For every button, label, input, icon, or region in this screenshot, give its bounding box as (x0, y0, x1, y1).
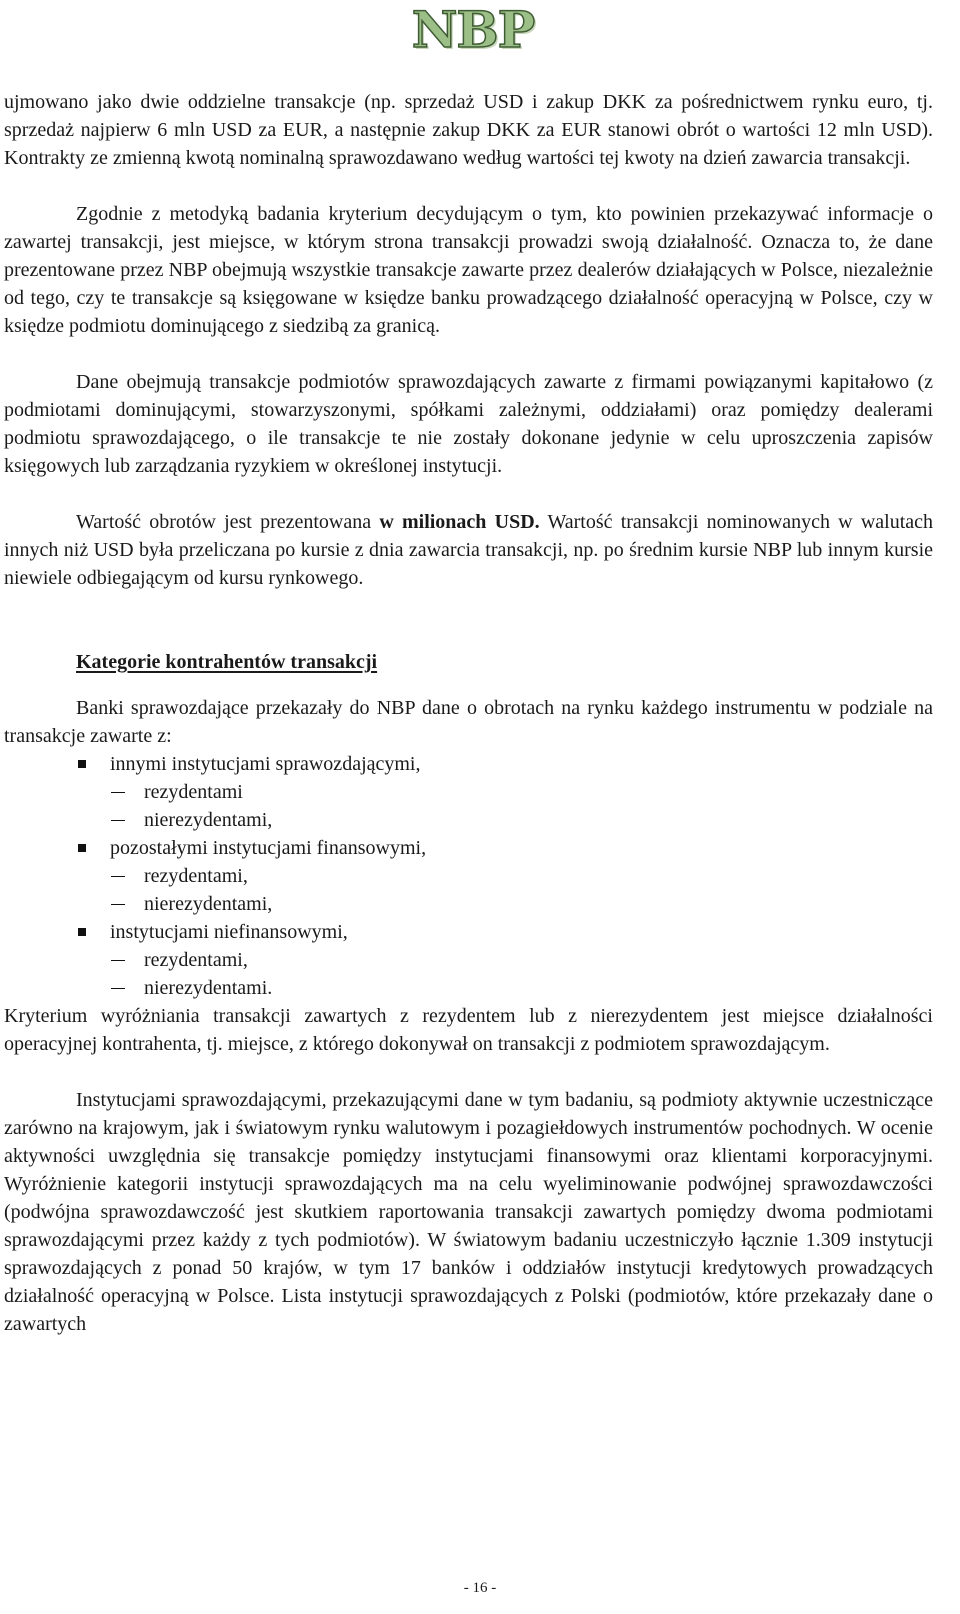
sub-list (110, 778, 933, 834)
paragraph-value (4, 508, 933, 592)
list-item-label: instytucjami niefinansowymi, (110, 921, 348, 943)
sub-list (110, 862, 933, 918)
dash-bullet-icon (111, 876, 125, 877)
paragraph-categories-intro: Banki sprawozdające przekazały do NBP dane o obrotach na rynku każdego instrumentu w podziale na transakcje zawarte z: (4, 697, 933, 747)
paragraph-continuation: ujmowano jako dwie oddzielne transakcje (np. sprzedaż USD i zakup DKK za pośrednictwem rynku euro, tj. sprzedaż najpierw 6 mln USD za EUR, a następnie zakup DKK za EUR stanowi obrót o wartości 12 mln USD). Kontrakty ze zmienną kwotą nominalną sprawozdawano według wartości tej kwoty na dzień zawarcia transakcji. (4, 91, 933, 169)
value-text-bold: w milionach USD. (379, 511, 540, 533)
sub-list-item (4, 806, 933, 834)
sub-list-label: rezydentami, (144, 949, 248, 971)
sub-list (110, 946, 933, 1002)
paragraph-methodology: Zgodnie z metodyką badania kryterium decydującym o tym, kto powinien przekazywać informacje o zawartej transakcji, jest miejsce, w którym strona transakcji prowadzi swoją działalność. Oznacza to, że dane prezentowane przez NBP obejmują wszystkie transakcje zawarte przez dealerów działających w Polsce, niezależnie od tego, czy te transakcje są księgowane w księdze banku prowadzącego działalność operacyjną w Polsce, czy w księdze podmiotu dominującego z siedzibą za granicą. (4, 203, 933, 337)
paragraph-residency-criterion: Kryterium wyróżniania transakcji zawartych z rezydentem lub z nierezydentem jest miejsce działalności operacyjnej kontrahenta, tj. miejsce, z którego dokonywał on transakcji z podmiotem sprawozdającym. (4, 1005, 933, 1055)
document-body (4, 88, 933, 1338)
list-item (4, 750, 933, 834)
sub-list-item (4, 946, 933, 974)
sub-list-label: nierezydentami, (144, 809, 273, 831)
sub-list-item (4, 974, 933, 1002)
counterparty-list (4, 750, 933, 1002)
square-bullet-icon (78, 844, 86, 852)
sub-list-label: nierezydentami. (144, 977, 273, 999)
dash-bullet-icon (111, 820, 125, 821)
dash-bullet-icon (111, 792, 125, 793)
list-item (4, 918, 933, 1002)
dash-bullet-icon (111, 904, 125, 905)
page-number: - 16 - (463, 1580, 497, 1596)
section-heading: Kategorie kontrahentów transakcji (76, 651, 378, 673)
sub-list-item (4, 862, 933, 890)
sub-list-label: rezydentami (144, 781, 243, 803)
sub-list-label: nierezydentami, (144, 893, 273, 915)
square-bullet-icon (78, 760, 86, 768)
dash-bullet-icon (111, 960, 125, 961)
list-item-label: pozostałymi instytucjami finansowymi, (110, 837, 427, 859)
value-text-start: Wartość obrotów jest prezentowana (76, 511, 380, 533)
sub-list-label: rezydentami, (144, 865, 248, 887)
paragraph-data-scope: Dane obejmują transakcje podmiotów sprawozdających zawarte z firmami powiązanymi kapitałowo (z podmiotami dominującymi, stowarzyszonymi, spółkami zależnymi, oddziałami) oraz pomiędzy dealerami podmiotu sprawozdającego, o ile transakcje te nie zostały dokonane jedynie w celu uproszczenia zapisów księgowych lub zarządzania ryzykiem w określonej instytucji. (4, 371, 933, 477)
square-bullet-icon (78, 928, 86, 936)
list-item-label: innymi instytucjami sprawozdającymi, (110, 753, 421, 775)
sub-list-item (4, 890, 933, 918)
paragraph-reporting-institutions: Instytucjami sprawozdającymi, przekazującymi dane w tym badaniu, są podmioty aktywnie uczestniczące zarówno na krajowym, jak i światowym rynku walutowym i pozagiełdowych instrumentów pochodnych. W ocenie aktywności uwzględnia się transakcje pomiędzy instytucjami finansowymi oraz klientami korporacyjnymi. Wyróżnienie kategorii instytucji sprawozdających ma na celu wyeliminowanie podwójnej sprawozdawczości (podwójna sprawozdawczość jest skutkiem raportowania transakcji zawartych pomiędzy dwoma podmiotami sprawozdającymi przez każdy z tych podmiotów). W światowym badaniu uczestniczyło łącznie 1.309 instytucji sprawozdających z ponad 50 krajów, w tym 17 banków i oddziałów instytucji kredytowych prowadzących działalność operacyjną w Polsce. Lista instytucji sprawozdających z Polski (podmiotów, które przekazały dane o zawartych (4, 1089, 933, 1335)
list-item (4, 834, 933, 918)
nbp-logo: NBP (411, 0, 535, 59)
sub-list-item (4, 778, 933, 806)
value-text-end: Wartość transakcji nominowanych w walutach innych niż USD była przeliczana po kursie z dnia zawarcia transakcji, np. po średnim kursie NBP lub innym kursie niewiele odbiegającym od kursu rynkowego. (4, 511, 934, 589)
dash-bullet-icon (111, 988, 125, 989)
